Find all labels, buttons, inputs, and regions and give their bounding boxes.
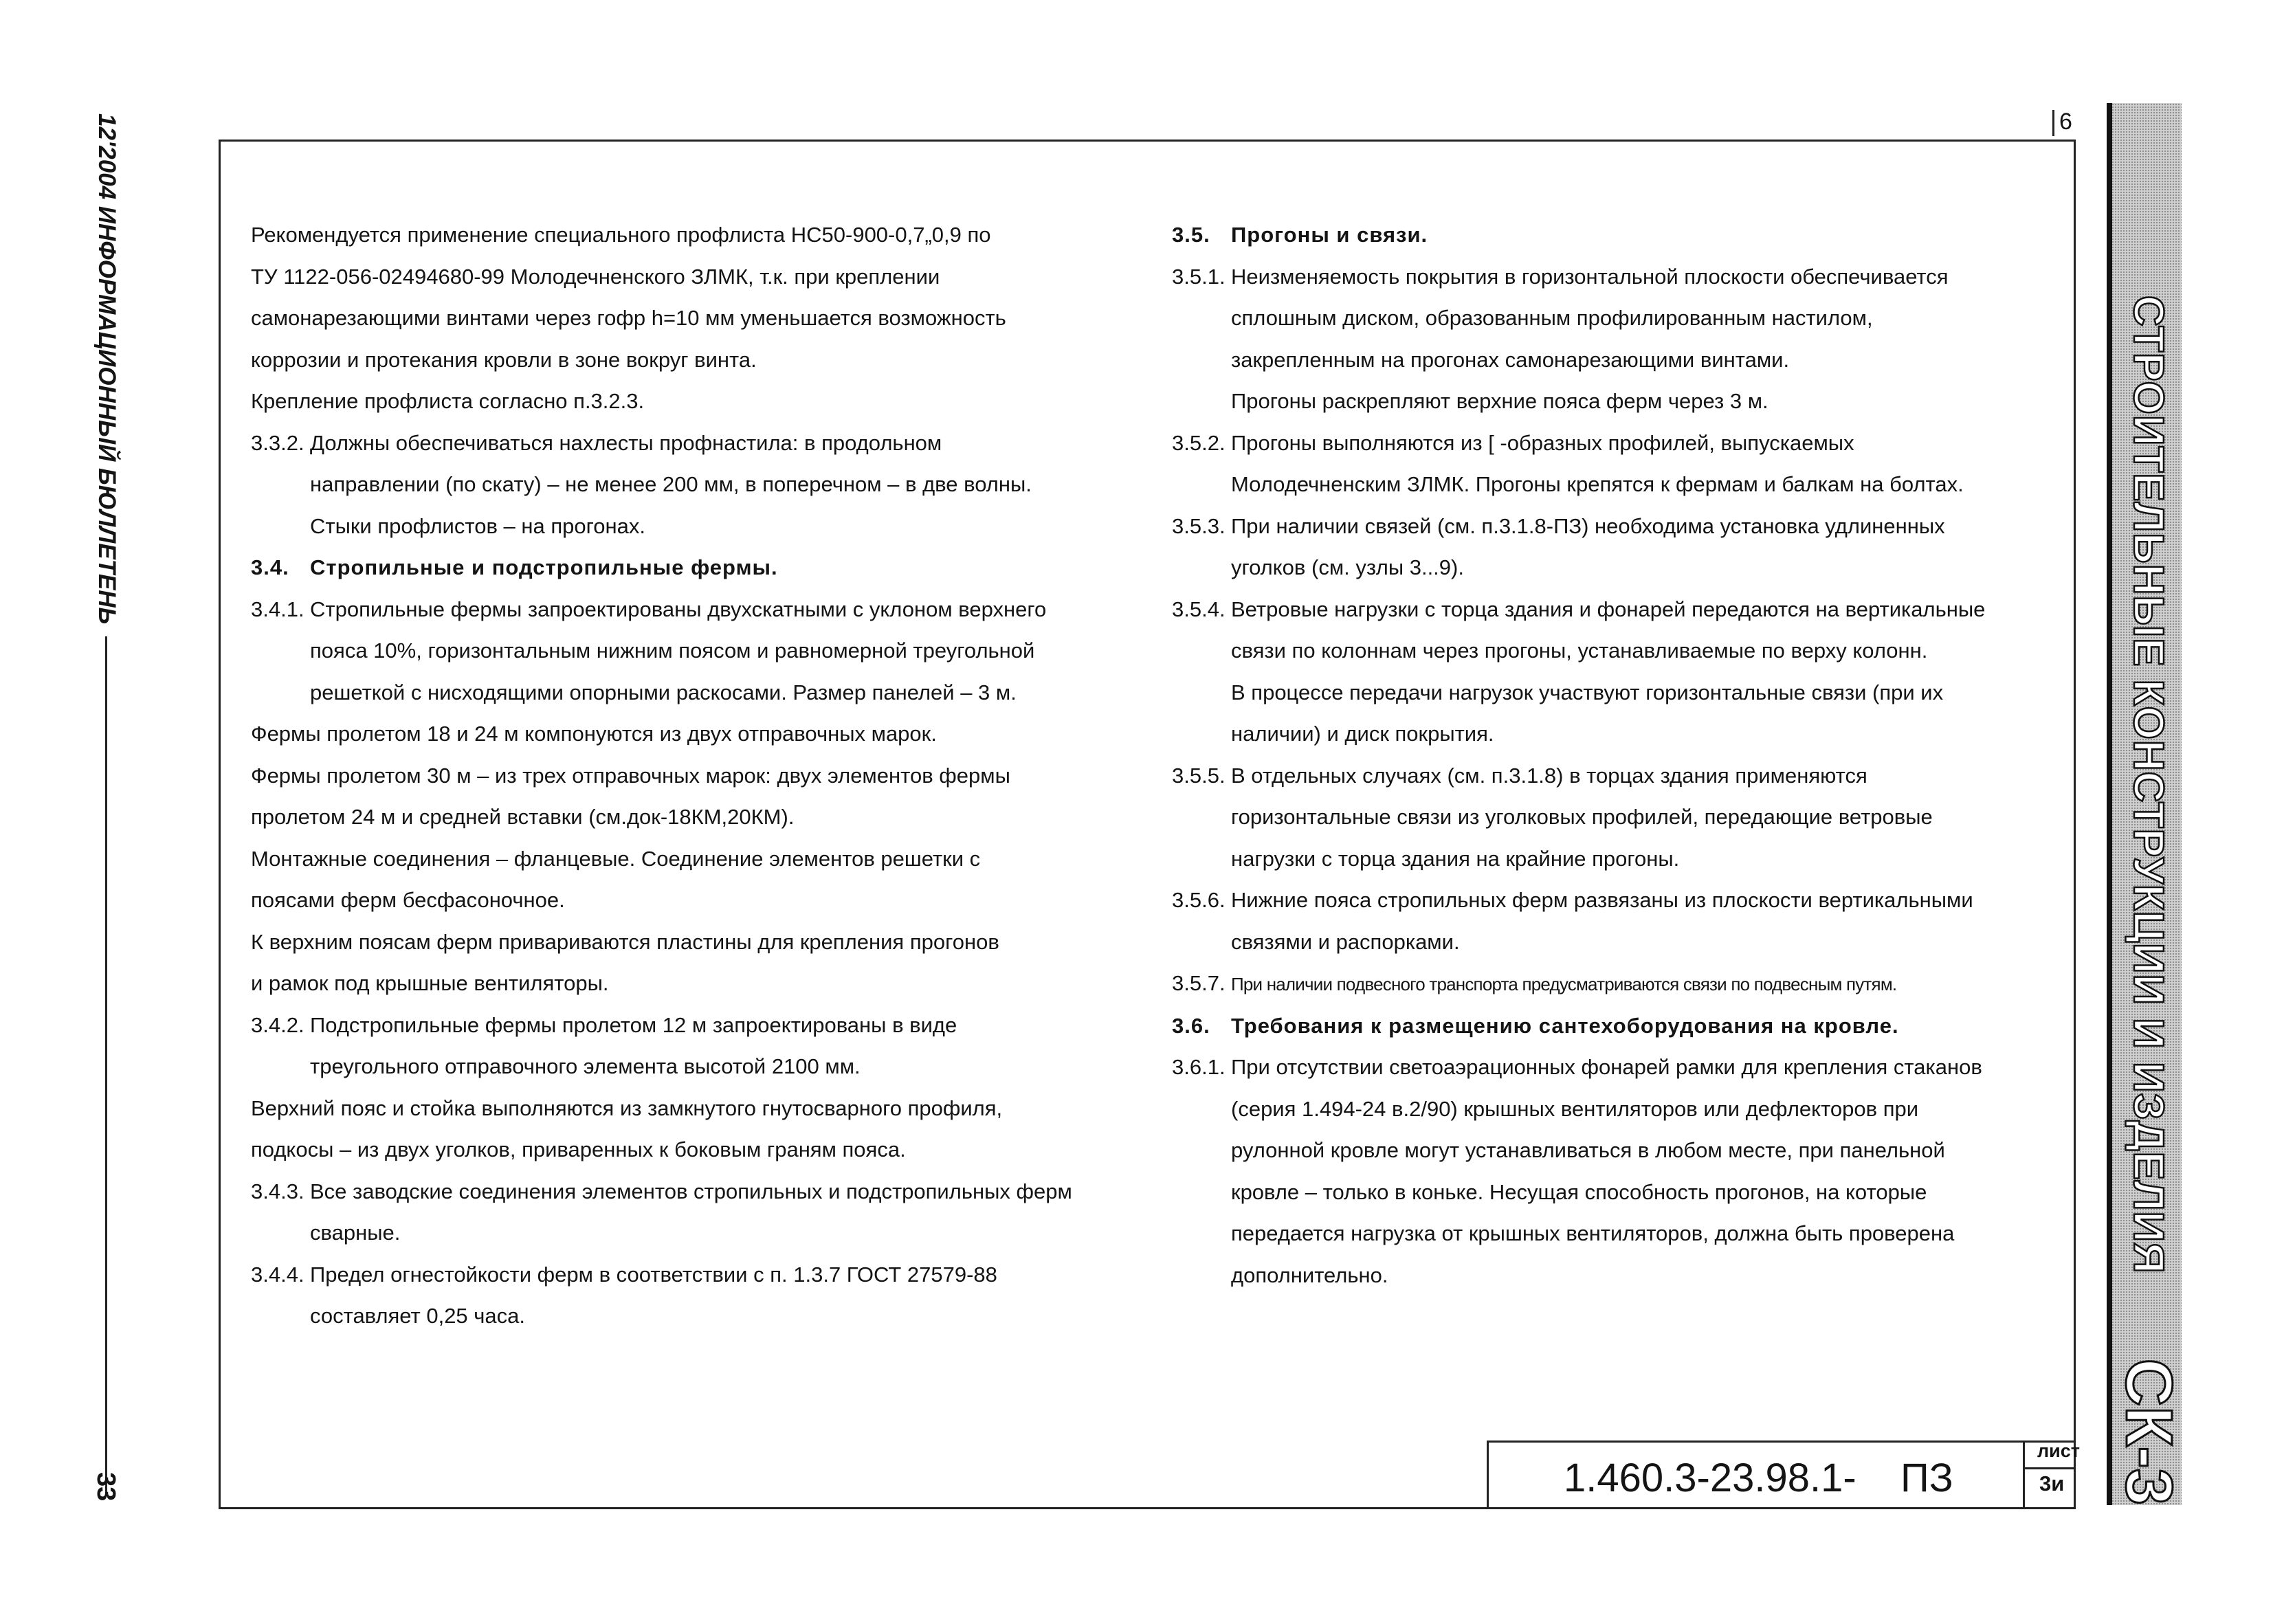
title-block-sheet-divider xyxy=(2023,1441,2025,1509)
paragraph-text: Нижние пояса стропильных ферм развязаны из плоскости вертикальными связями и распорками. xyxy=(1231,888,1973,954)
sheet-number-divider xyxy=(2052,110,2054,136)
document-suffix: ПЗ xyxy=(1900,1456,1953,1500)
clause-number: 3.5.6. xyxy=(1172,888,1226,912)
frame-bottom xyxy=(219,1507,2076,1509)
clause-number: 3.5. xyxy=(1172,223,1210,247)
paragraph xyxy=(251,838,1165,922)
paragraph xyxy=(251,713,1165,755)
numbered-paragraph xyxy=(1172,423,2079,506)
paragraph xyxy=(251,922,1165,1005)
paragraph xyxy=(251,755,1165,838)
clause-number: 3.5.5. xyxy=(1172,763,1226,788)
paragraph-text: При наличии связей (см. п.3.1.8-ПЗ) необходима установка удлиненных уголков (см. узлы 3...9). xyxy=(1231,513,1945,579)
paragraph xyxy=(1172,381,2079,423)
paragraph-text: При отсутствии светоаэрационных фонарей рамки для крепления стаканов (серия 1.494-24 в.2/90) крышных вентиляторов или дефлекторов при рулонной кровле могут устанавливаться в любом месте, при панельной кровле – только в коньке. Несущая способность прогонов, на которые передается нагрузка от крышных вентиляторов, должна быть проверена дополнительно. xyxy=(1231,1055,1982,1287)
header-rule xyxy=(106,636,108,1496)
numbered-paragraph xyxy=(1172,1047,2079,1296)
clause-number: 3.6.1. xyxy=(1172,1055,1226,1079)
paragraph xyxy=(1172,672,2079,755)
section-heading xyxy=(1172,1005,2079,1047)
clause-number: 3.5.1. xyxy=(1172,264,1226,289)
paragraph-text: Должны обеспечиваться нахлесты профнастила: в продольном направлении (по скату) – не менее 200 мм, в поперечном – в две волны. Стыки профлистов – на прогонах. xyxy=(310,430,1032,538)
paragraph-text: Прогоны раскрепляют верхние пояса ферм через 3 м. xyxy=(1231,389,1768,413)
numbered-paragraph xyxy=(1172,506,2079,589)
clause-number: 3.4. xyxy=(251,555,289,579)
paragraph xyxy=(251,214,1165,381)
paragraph-text: Фермы пролетом 18 и 24 м компонуются из двух отправочных марок. xyxy=(251,722,937,746)
clause-number: 3.5.4. xyxy=(1172,597,1226,621)
numbered-paragraph xyxy=(1172,256,2079,381)
paragraph-text: Крепление профлиста согласно п.3.2.3. xyxy=(251,389,645,413)
page-number: 33 xyxy=(91,1472,120,1502)
paragraph-text: Прогоны и связи. xyxy=(1231,223,1428,247)
paragraph-text: Стропильные и подстропильные фермы. xyxy=(310,555,778,579)
paragraph-text: В отдельных случаях (см. п.3.1.8) в торцах здания применяются горизонтальные связи из уголковых профилей, передающие ветровые нагрузки с торца здания на крайние прогоны. xyxy=(1231,763,1933,871)
frame-top xyxy=(219,140,2076,142)
document-code: 1.460.3-23.98.1- xyxy=(1564,1456,1856,1500)
clause-number: 3.6. xyxy=(1172,1013,1210,1038)
paragraph-text: В процессе передачи нагрузок участвуют горизонтальные связи (при их наличии) и диск покрытия. xyxy=(1231,680,1944,746)
paragraph xyxy=(251,1088,1165,1171)
clause-number: 3.5.2. xyxy=(1172,430,1226,455)
clause-number: 3.4.3. xyxy=(251,1179,304,1203)
series-band-text xyxy=(2112,296,2186,1505)
clause-number: 3.4.1. xyxy=(251,597,304,621)
paragraph-text: К верхним поясам ферм привариваются пластины для крепления прогонов и рамок под крышные вентиляторы. xyxy=(251,929,999,995)
section-heading xyxy=(1172,214,2079,256)
paragraph-text: Верхний пояс и стойка выполняются из замкнутого гнутосварного профиля, подкосы – из двух уголков, приваренных к боковым граням пояса. xyxy=(251,1095,1003,1161)
sheet-label: лист xyxy=(2037,1441,2080,1461)
bulletin-title: 12'2004 ИНФОРМАЦИОННЫЙ БЮЛЛЕТЕНЬ xyxy=(93,113,120,625)
frame-left xyxy=(219,140,221,1509)
paragraph-text: Требования к размещению сантехоборудования на кровле. xyxy=(1231,1013,1899,1038)
numbered-paragraph xyxy=(251,1005,1165,1088)
numbered-paragraph xyxy=(251,1254,1165,1337)
paragraph-text: Прогоны выполняются из [ -образных профилей, выпускаемых Молодечненским ЗЛМК. Прогоны крепятся к фермам и балкам на болтах. xyxy=(1231,430,1964,496)
numbered-paragraph xyxy=(1172,589,2079,672)
paragraph-text: Все заводские соединения элементов стропильных и подстропильных ферм сварные. xyxy=(310,1179,1072,1245)
left-text-column xyxy=(251,214,1165,1337)
numbered-paragraph xyxy=(251,1171,1165,1254)
bulletin-header xyxy=(82,113,131,1509)
paragraph-text: Ветровые нагрузки с торца здания и фонарей передаются на вертикальные связи по колоннам через прогоны, устанавливаемые по верху колонн. xyxy=(1231,597,1986,663)
paragraph-text: Стропильные фермы запроектированы двухскатными с уклоном верхнего пояса 10%, горизонтальным нижним поясом и равномерной треугольной решеткой с нисходящими опорными раскосами. Размер панелей – 3 м. xyxy=(310,597,1047,704)
numbered-paragraph xyxy=(251,589,1165,714)
numbered-paragraph xyxy=(1172,755,2079,880)
clause-number: 3.3.2. xyxy=(251,430,304,455)
title-block-left xyxy=(1487,1441,1489,1509)
sheet-value: 3и xyxy=(2039,1471,2065,1495)
sheet-number-top: 6 xyxy=(2059,109,2072,135)
series-band-bar xyxy=(2107,103,2112,1505)
clause-number: 3.4.4. xyxy=(251,1262,304,1287)
right-text-column xyxy=(1172,214,2079,1296)
paragraph-text: Рекомендуется применение специального профлиста НС50-900-0,7„0,9 по ТУ 1122-056-02494680-99 Молодечненского ЗЛМК, т.к. при креплении самонарезающими винтами через гофр h=10 мм уменьшается возможность коррозии и протекания кровли в зоне вокруг винта. xyxy=(251,223,1006,372)
section-heading xyxy=(251,547,1165,589)
clause-number: 3.5.7. xyxy=(1172,971,1226,995)
paragraph-text: Предел огнестойкости ферм в соответствии с п. 1.3.7 ГОСТ 27579-88 составляет 0,25 часа. xyxy=(310,1262,997,1328)
title-block-top xyxy=(1487,1441,2076,1443)
paragraph-text: Подстропильные фермы пролетом 12 м запроектированы в виде треугольного отправочного элемента высотой 2100 мм. xyxy=(310,1012,957,1078)
numbered-paragraph xyxy=(1172,963,2079,1005)
paragraph xyxy=(251,381,1165,423)
paragraph-text: Фермы пролетом 30 м – из трех отправочных марок: двух элементов фермы пролетом 24 м и средней вставки (см.док-18КМ,20КМ). xyxy=(251,763,1010,829)
paragraph-text: При наличии подвесного транспорта предусматриваются связи по подвесным путям. xyxy=(1231,974,1897,994)
series-code: СК-3 xyxy=(2112,1358,2186,1505)
numbered-paragraph xyxy=(251,423,1165,548)
clause-number: 3.4.2. xyxy=(251,1012,304,1037)
paragraph-text: Монтажные соединения – фланцевые. Соединение элементов решетки с поясами ферм бесфасоночное. xyxy=(251,846,981,912)
series-title: СТРОИТЕЛЬНЫЕ КОНСТРУКЦИИ И ИЗДЕЛИЯ xyxy=(2125,296,2173,1274)
paragraph-text: Неизменяемость покрытия в горизонтальной плоскости обеспечивается сплошным диском, образованным профилированным настилом, закрепленным на прогонах самонарезающими винтами. xyxy=(1231,264,1949,372)
title-block-sheet-rule xyxy=(2023,1467,2076,1469)
clause-number: 3.5.3. xyxy=(1172,513,1226,538)
numbered-paragraph xyxy=(1172,880,2079,963)
